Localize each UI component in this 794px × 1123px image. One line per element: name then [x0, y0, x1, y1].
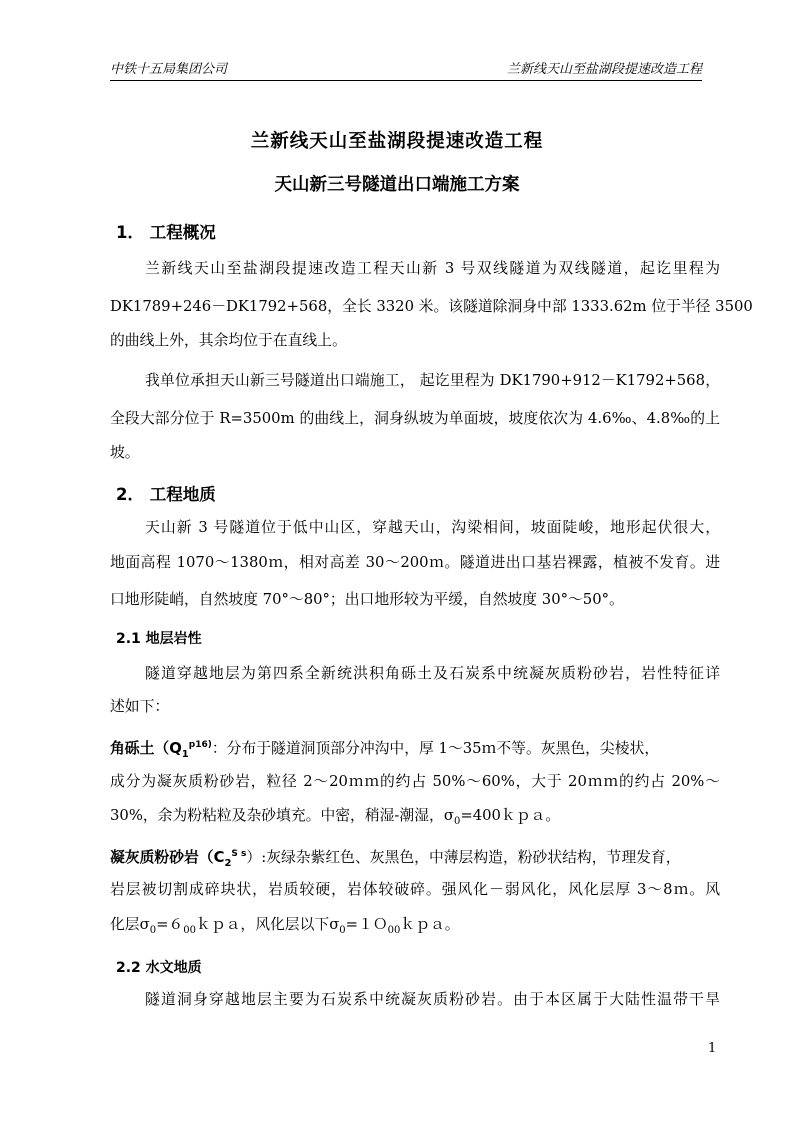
text-run: 30%，余为粉粘粒及杂砂填充。中密，稍湿-潮湿，σ	[110, 807, 454, 824]
subscript: 0	[453, 815, 461, 827]
breccia-symbol: （Q	[154, 739, 182, 757]
paragraph-line: 全段大部分位于 R=3500m 的曲线上，洞身纵坡为单面坡，坡度依次为 4.6‰、4.8‰的上	[110, 410, 720, 427]
paragraph-line: 天山新 3 号隧道位于低中山区，穿越天山，沟梁相间，坡面陡峻，地形起伏很大，	[145, 519, 720, 536]
paragraph-line: 隧道洞身穿越地层主要为石炭系中统凝灰质粉砂岩。由于本区属于大陆性温带干旱	[145, 991, 720, 1008]
paragraph-line: 坡。	[110, 444, 140, 461]
paragraph-line: 述如下：	[110, 698, 170, 715]
paragraph-line: 岩层被切割成碎块状，岩质较硬，岩体较破碎。强风化－弱风化，风化层厚 3～8ｍ。风	[110, 881, 720, 898]
siltstone-symbol-sup: S s	[231, 849, 247, 859]
breccia-symbol-sup: p16)	[188, 740, 212, 750]
paragraph-line: 兰新线天山至盐湖段提速改造工程天山新 3 号双线隧道为双线隧道，起讫里程为	[145, 260, 720, 277]
document-subtitle: 天山新三号隧道出口端施工方案	[274, 175, 520, 195]
header-project: 兰新线天山至盐湖段提速改造工程	[506, 62, 702, 77]
paragraph-line: DK1789+246－DK1792+568，全长 3320 米。该隧道除洞身中部 1333.62m 位于半径 3500	[110, 298, 753, 315]
text-run: =１Ｏ	[345, 916, 388, 933]
text-run: 化层σ	[110, 916, 150, 933]
siltstone-text: ）:灰绿杂紫红色、灰黑色，中薄层构造，粉砂状结构，节理发育，	[246, 848, 681, 866]
breccia-symbol-sub: 1	[181, 748, 189, 760]
subscript: 0	[339, 924, 346, 936]
breccia-text: ：分布于隧道洞顶部分冲沟中，厚 1～35ｍ不等。灰黑色，尖棱状，	[211, 739, 660, 757]
paragraph-line	[110, 915, 720, 941]
paragraph-line: 地面高程 1070～1380ｍ，相对高差 30～200ｍ。隧道进出口基岩裸露，植被不发育。进	[110, 554, 720, 571]
tuffaceous-siltstone-term: 凝灰质粉砂岩	[110, 848, 199, 866]
siltstone-symbol-sub: 2	[224, 857, 232, 869]
paragraph-line: 口地形陡峭，自然坡度 70°～80°；出口地形较为平缓，自然坡度 30°～50°。	[110, 591, 624, 608]
subsection-heading-hydrology: 2.2 水文地质	[116, 960, 202, 976]
paragraph-line: 成分为凝灰质粉砂岩，粒径 2～20ｍｍ的约占 50%～60%，大于 20ｍｍ的约占 20%～	[110, 773, 720, 790]
paragraph-line	[110, 806, 720, 832]
subscript: 00	[387, 924, 401, 936]
paragraph-line: 我单位承担天山新三号隧道出口端施工， 起讫里程为 DK1790+912－K1792+568，	[145, 372, 720, 389]
section-heading-geology: 2． 工程地质	[116, 485, 216, 504]
breccia-soil-line	[110, 735, 720, 765]
subscript: 00	[183, 924, 197, 936]
siltstone-symbol: （C	[198, 848, 225, 866]
text-run: =６	[156, 916, 184, 933]
paragraph-line: 隧道穿越地层为第四系全新统洪积角砾土及石炭系中统凝灰质粉砂岩，岩性特征详	[145, 665, 720, 682]
text-run: ｋｐａ。	[400, 916, 460, 933]
text-run: ｋｐａ，风化层以下σ	[196, 916, 340, 933]
paragraph-line: 的曲线上外，其余均位于在直线上。	[110, 332, 347, 349]
text-run: =400ｋｐａ。	[460, 807, 561, 824]
subsection-heading-strata: 2.1 地层岩性	[116, 631, 202, 647]
subscript: 0	[149, 924, 157, 936]
tuffaceous-siltstone-line	[110, 844, 720, 874]
page-header	[110, 56, 702, 81]
page-number: 1	[708, 1041, 717, 1056]
header-company: 中铁十五局集团公司	[110, 62, 228, 77]
document-title: 兰新线天山至盐湖段提速改造工程	[250, 131, 544, 152]
section-heading-overview: 1． 工程概况	[116, 223, 216, 242]
breccia-soil-term: 角砾土	[110, 739, 155, 757]
